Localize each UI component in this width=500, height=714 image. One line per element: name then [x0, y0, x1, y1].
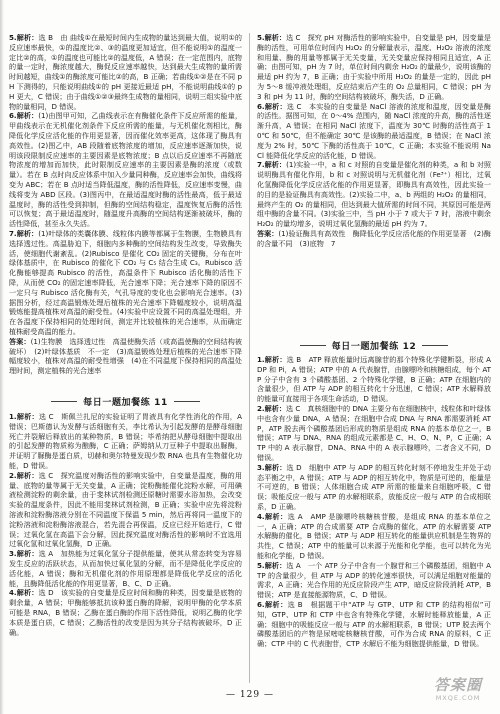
left-column-bottom — [9, 412, 242, 685]
item-text: 选 A 加热能为过氧化氢分子提供能量，使其从常态转变为容易发生反应的活跃状态，从而加快过氧化氢的分解，而不是降低化学反应的活化能，A 错误；酶和无机催化剂的作用原理都是降低化学反应的活化能，且酶降低活化能的作用更显著，B、C、D 正确。 — [9, 549, 242, 588]
item-label: 6.解析： — [257, 599, 288, 609]
answer-item — [9, 471, 242, 549]
answer-item — [9, 33, 242, 111]
item-label: 7.解析： — [9, 228, 39, 238]
answer-item — [257, 512, 491, 561]
answer-item — [257, 600, 491, 649]
answer-item — [257, 355, 491, 404]
section-header — [9, 394, 242, 408]
header-rule — [51, 401, 77, 402]
scan-edge — [0, 0, 4, 714]
answer-text: (1)验证酶具有高效性 酶降低化学反应活化能的作用更显著 (2)酶的含量不同 (3)底物 7 — [257, 228, 491, 248]
item-text: 选 B ATP 释放能量时远离腺苷的那个特殊化学键断裂，形成 ADP 和 Pi，A 错误；ATP 中的 A 代表腺苷，由腺嘌呤和核糖组成，每个 ATP 分子中含有 3 个磷酸基团、2 个特殊化学键，B 正确；ATP 在细胞内的含量很少，但 ATP 与 ADP 的相互转化十分迅速，C 错误；ATP 水解释放的能量可直接用于各项生命活动，D 错误。 — [257, 355, 491, 404]
item-label: 1.解析： — [9, 412, 39, 421]
header-rule — [174, 401, 200, 402]
item-text: 选 B 由 曲线①在最短时间内生成物的量达到最大值，说明①的反应速率最快，①的温度比②、③的温度更加适宜，但不能说明①的温度一定比②的高，①的温度也可能比②的温度低，A 错误；在一定范围内，底物的量一定时，酶浓度越大，酶促反应速率越快，达到最大生成物的量所需时间越短，曲线①的酶浓度可能比②的高，B 正确；若曲线①②是在不同 pH 下测得的，只能说明曲线①的 pH 更接近最适 pH，不能说明曲线①的 pH 更大，C 错误；由于曲线①②③最终生成物的量相同，说明三组实验中底物的量相同，D 错误。 — [9, 33, 242, 111]
answer-key — [257, 229, 491, 249]
answer-item — [9, 412, 242, 471]
item-label: 1.解析： — [257, 355, 287, 364]
left-column-top — [9, 33, 242, 391]
section-title: 每日一题加餐练 12 — [331, 341, 417, 352]
answer-label: 答案： — [9, 336, 31, 346]
item-text: 选 D 该实验的自变量是反应时间和酶的种类，因变量是底物的剩余量，A 错误；甲酶能够抵抗该种蛋白酶的降解，说明甲酶的化学本质可能是 RNA，B 错误；乙酶在蛋白酶的作用下活性降低，说明乙酶的化学本质是蛋白质，C 错误；乙酶活性的改变是因为其分子结构被破坏，D 正确。 — [9, 588, 242, 637]
answer-text: (1)生物膜 选择透过性 高温使酶失活（或高温使酶的空间结构被破坏） (2)叶绿体基质 不一定 (3)高温锻炼处理后植株的光合速率下降幅度较小，植株对高温的耐受性增强 (4)在不同温度下保持相同的高温处理时间，测定植株的光合速率 — [9, 336, 242, 376]
item-text: 选 D 细胞中 ATP 与 ADP 的相互转化时刻不停地发生并处于动态平衡之中，A 错误；ATP 与 ADP 的相互转化中，物质是可逆的，能量是不可逆的，B 错误；人体细胞合成 ATP 所需的能量来自细胞呼吸，C 错误；吸能反应一般与 ATP 的水解相联系，放能反应一般与 ATP 的合成相联系，D 正确。 — [257, 462, 491, 511]
answer-item — [257, 561, 491, 600]
item-text: 选 A 一个 ATP 分子中含有一个腺苷和三个磷酸基团，细胞中 ATP 的含量很少，但 ATP 与 ADP 的转化速率很快，可以满足细胞对能量的需求，A 正确；光合作用的光反应阶段产生 ATP，暗反应阶段消耗 ATP，B 错误；ATP 是直接能源物质，C、D 错误。 — [257, 560, 491, 600]
logo-text: 答案圈 — [433, 676, 482, 694]
answer-key — [9, 337, 242, 376]
answer-item — [9, 111, 242, 229]
answer-item — [257, 463, 491, 512]
answer-item — [9, 549, 242, 588]
header-rule — [300, 345, 326, 346]
item-text: 选 C 斯佩兰扎尼的实验证明了胃液具有化学性消化的作用，A 错误；巴斯德认为发酵与活细胞有关，李比希认为引起发酵的是酵母细胞死亡并裂解后释放出的某种物质，B 错误；毕希纳把从酵母细胞中提取出的引起发酵的物质称为酿酶，C 正确；萨姆纳从刀豆种子中提取出脲酶，并证明了脲酶是蛋白质，切赫和奥尔特曼发现少数 RNA 也具有生物催化功能，D 错误。 — [9, 412, 242, 470]
column-divider — [249, 33, 250, 683]
section-title: 每日一题加餐练 11 — [83, 397, 168, 408]
answer-item — [257, 102, 491, 161]
item-text: 选 C 探究温度对酶活性的影响实验中，自变量是温度，酶的用量、底物的量等属于无关变量，A 正确；淀粉酶能催化淀粉水解，可用碘液检测淀粉的剩余量，由于斐林试剂检测还原糖时需要水浴加热，会改变实验的温度条件，因此不能用斐林试剂检测，B 正确；实验中应先将淀粉溶液和淀粉酶溶液分别在不同温度下保温 5 min，然后再将同一温度下的淀粉溶液和淀粉酶溶液混合，若先混合再保温，反应已经开始进行，C 错误；过氧化氢在高温下会分解，因此探究温度对酶活性的影响时不宜选用过氧化氢和过氧化氢酶，D 正确。 — [9, 470, 242, 549]
item-label: 6.解析： — [257, 101, 287, 111]
item-label: 3.解析： — [257, 462, 287, 472]
logo-subtext: MXQE.COM — [435, 694, 481, 702]
answer-item — [257, 33, 491, 102]
item-text: 选 C 真核细胞中的 DNA 主要分布在细胞核中，线粒体和叶绿体中也含有少量 DNA，A 错误；在细胞中合成 DNA 与 RNA 都需要消耗 ATP，ATP 脱去两个磷酸基团后形成的物质是组成 RNA 的基本单位之一，B 错误；ATP 与 DNA、RNA 的组成元素都是 C、H、O、N、P，C 正确；ATP 中的 A 表示腺苷，DNA、RNA 中的 A 表示腺嘌呤，二者含义不同，D 错误。 — [257, 403, 491, 462]
answer-label: 答案： — [257, 228, 279, 238]
right-column-bottom — [257, 355, 491, 685]
item-text: (1)由图甲可知，乙曲线表示在有酶催化条件下反应所需的能量，甲曲线表示在无机催化剂条件下反应所需的能量，与无机催化剂相比，酶降低化学反应活化能的作用更显著，因而催化效率更高，这体现了酶具有高效性。(2)图乙中，AB 段随着底物浓度的增加，反应速率逐渐加快，说明该段限制反应速率的主要因素是底物浓度；B 点以后反应速率不再随底物浓度的增加而加快，此时限制反应速率的主要因素是酶的浓度（或数量）。若在 B 点时向反应体系中加入少量同种酶，反应速率会加快，曲线将变为 ABC；若在 B 点时适当降低温度，酶的活性降低，反应速率变慢，曲线将变为 ABD 区段。(3)图丙中，在最适温度时酶的活性最高，低于最适温度时，酶的活性受到抑制，但酶的空间结构稳定，温度恢复后酶的活性可以恢复；高于最适温度时，随温度升高酶的空间结构逐渐被破坏，酶的活性降低，甚至永久失活。 — [9, 111, 242, 229]
item-label: 5.解析： — [9, 33, 39, 42]
item-label: 5.解析： — [257, 33, 287, 42]
item-label: 3.解析： — [9, 549, 39, 559]
item-text: 选 C 本实验的自变量是 NaCl 溶液的浓度和温度，因变量是酶的活性。据图可知，在 0～4% 范围内，随 NaCl 浓度的升高，酶的活性逐渐升高，A 错误；在相同 NaCl 浓度下，温度为 30℃ 时酶的活性高于 10℃ 和 50℃，但不能确定 30℃ 是该酶的最适温度，B 错误；在 NaCl 浓度为 2% 时，50℃ 下酶的活性高于 10℃，C 正确；本实验不能说明 NaCl 能降低化学反应的活化能，D 错误。 — [257, 101, 491, 160]
item-label: 2.解析： — [9, 470, 39, 480]
item-text: 选 C 探究 pH 对酶活性的影响实验中，自变量是 pH，因变量是酶的活性，可用单位时间内 H₂O₂ 的分解量表示，温度、H₂O₂ 溶液的浓度和用量、酶的用量等都属于无关变量，无关变量应保持相同且适宜，A 正确；由图可知，pH 为 7 时，单位时间内剩余 H₂O₂ 的量最少，说明该酶的最适 pH 约为 7，B 正确；由于实验中所用 H₂O₂ 的量是一定的，因此 pH 为 5～8 缓冲液处理组，反应结束后产生的 O₂ 总量相同，C 错误；pH 为 3 和 pH 为 11 时，酶的空间结构被破坏，酶失活，D 正确。 — [257, 33, 491, 101]
item-text: (1)实验一中，a 和 c 对照的自变量是催化剂的种类，a 和 b 对照说明酶具有催化作用，b 和 c 对照说明与无机催化剂（Fe³⁺）相比，过氧化氢酶降低化学反应活化能的作用更显著，即酶具有高效性，因此实验一的目的是验证酶具有高效性。(2)实验二中，a、b 两组的 H₂O₂ 的量相同，最终产生的 O₂ 的量相同，但达到最大值所需的时间不同，其原因可能是两组中酶的含量不同。(3)实验三中，当 pH 小于 7 或大于 7 时，溶液中剩余 H₂O₂ 的量均增多，说明过氧化氢酶的最适 pH 约为 7。 — [257, 160, 491, 229]
item-text: 选 B 根据题干中“ATP 与 GTP、UTP 和 CTP 的结构相似”可知，GTP、UTP 和 CTP 中也含有特殊化学键，水解时能释放能量，A 正确；细胞中的吸能反应一般与 ATP 的水解相联系，B 错误；UTP 脱去两个磷酸基团后的产物是尿嘧啶核糖核苷酸，可作为合成 RNA 的原料，C 正确；CTP 中的 C 代表胞苷，CTP 水解后不能为细胞提供能量，D 错误。 — [257, 599, 491, 649]
answer-item — [257, 404, 491, 463]
item-label: 4.解析： — [9, 588, 39, 598]
item-label: 6.解析： — [9, 111, 39, 121]
item-label: 2.解析： — [257, 403, 286, 413]
answer-item — [9, 588, 242, 637]
item-label: 5.解析： — [257, 560, 287, 570]
item-text: (1)叶绿体的类囊体膜、线粒体内膜等都属于生物膜，生物膜具有选择透过性。高温胁迫下，细胞内多种酶的空间结构发生改变，导致酶失活，使细胞代谢紊乱。(2)Rubisco 是催化 CO₂ 固定的关键酶，分布在叶绿体基质中，在 Rubisco 的催化下 CO₂ 与 C₅ 结合生成 C₃。Rubisco 活化酶能够提高 Rubisco 的活性，高温条件下 Rubisco 活化酶的活性下降，从而使 CO₂ 的固定速率降低，光合速率下降；光合速率下降的原因不一定只与 Rubisco 活化酶有关，气孔导度的变化也会影响光合速率。(3)据图分析，经过高温锻炼处理后植株的光合速率下降幅度较小，说明高温锻炼能提高植株对高温的耐受性。(4)实验中应设置不同的高温处理组，并在各温度下保持相同的处理时间，测定并比较植株的光合速率，从而确定植株耐受高温的能力。 — [9, 228, 242, 336]
watermark-logo — [420, 676, 496, 710]
page-number: — 129 — — [226, 690, 274, 700]
item-label: 4.解析： — [257, 511, 288, 521]
right-column-top — [257, 33, 491, 335]
item-label: 7.解析： — [257, 160, 287, 170]
header-rule — [422, 345, 448, 346]
section-header — [257, 338, 491, 352]
answer-item — [257, 160, 491, 229]
item-text: 选 A AMP 是腺嘌呤核糖核苷酸，是组成 RNA 的基本单位之一，A 正确；ATP 的合成需要 ATP 合成酶的催化，ATP 的水解需要 ATP 水解酶的催化，B 错误；ATP 与 ADP 相互转化的能量供应机制是生物界的共性，C 错误；ATP 中的能量可以来源于光能和化学能，也可以转化为光能和化学能，D 错误。 — [257, 511, 491, 560]
answer-item — [9, 229, 242, 337]
